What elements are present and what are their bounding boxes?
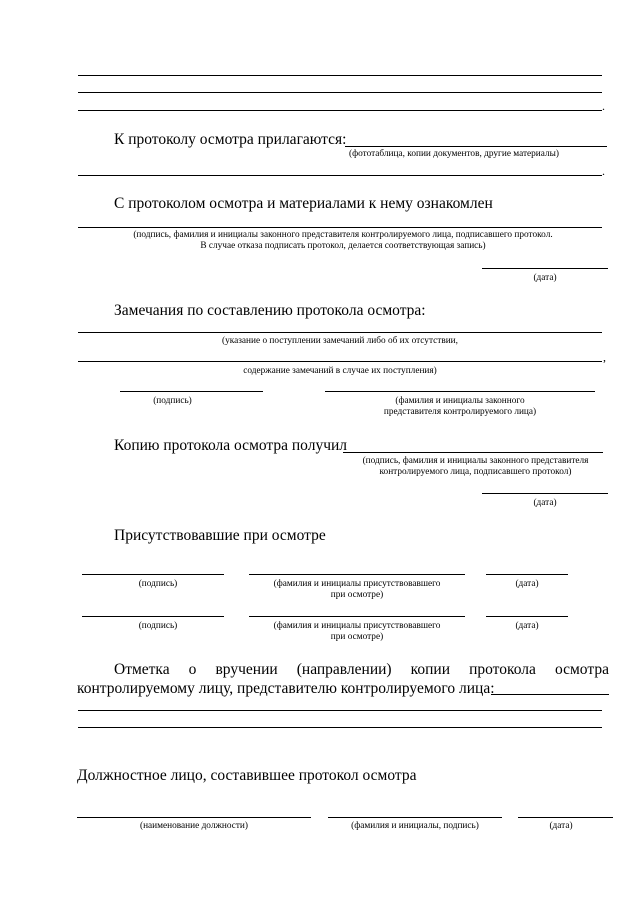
date-caption: (дата) [533, 498, 557, 508]
remarks-caption-1: (указание о поступлении замечаний либо об их отсутствии, [222, 336, 458, 346]
present-heading: Присутствовавшие при осмотре [114, 527, 326, 544]
delivery-line [491, 694, 609, 695]
copy-received-caption-1: (подпись, фамилия и инициалы законного представителя [362, 456, 589, 466]
delivery-word: копии [410, 661, 451, 678]
acquaintance-line [78, 227, 602, 228]
delivery-word: (направлении) [296, 661, 392, 678]
delivery-line-1 [114, 661, 609, 679]
date-caption: (дата) [515, 579, 539, 589]
delivery-word: Отметка [114, 661, 170, 678]
name-caption-2: при осмотре) [330, 590, 384, 600]
delivery-word: осмотра [554, 661, 609, 678]
copy-received-line [343, 452, 603, 453]
acquaintance-caption-2: В случае отказа подписать протокол, делается соответствующая запись) [200, 241, 486, 251]
blank-line [78, 92, 602, 93]
name-line [325, 391, 595, 392]
signature-line [120, 391, 263, 392]
name-caption: (фамилия и инициалы, подпись) [351, 821, 479, 831]
signature-line [82, 574, 224, 575]
date-caption: (дата) [549, 821, 573, 831]
remarks-line [78, 361, 602, 362]
date-caption: (дата) [533, 273, 557, 283]
name-line [249, 616, 465, 617]
date-caption: (дата) [515, 621, 539, 631]
blank-line [78, 75, 602, 76]
remarks-caption-2: содержание замечаний в случае их поступления) [243, 366, 437, 376]
position-line [77, 817, 311, 818]
attachments-line [345, 146, 607, 147]
attachments-heading: К протоколу осмотра прилагаются: [114, 131, 347, 148]
name-caption-1: (фамилия и инициалы присутствовавшего [273, 621, 441, 631]
delivery-word: протокола [469, 661, 536, 678]
period-mark: . [602, 164, 605, 178]
delivery-word: о [188, 661, 197, 678]
attachments-caption: (фототаблица, копии документов, другие материалы) [349, 149, 559, 159]
blank-line [78, 175, 602, 176]
position-caption: (наименование должности) [139, 821, 249, 831]
delivery-line-2: контролируемому лицу, представителю контролируемого лица: [77, 680, 495, 697]
comma-mark: , [603, 350, 606, 364]
acquaintance-heading: С протоколом осмотра и материалами к нему ознакомлен [114, 195, 493, 212]
signature-line [82, 616, 224, 617]
copy-received-caption-2: контролируемого лица, подписавшего протокол) [379, 467, 572, 477]
date-line [482, 268, 608, 269]
signature-caption: (подпись) [138, 579, 178, 589]
signature-caption: (подпись) [138, 621, 178, 631]
blank-line [78, 727, 602, 728]
date-line [486, 616, 568, 617]
date-line [518, 817, 613, 818]
name-caption-2: представителя контролируемого лица) [383, 407, 537, 417]
date-line [486, 574, 568, 575]
signature-caption: (подпись) [153, 396, 192, 406]
official-heading: Должностное лицо, составившее протокол осмотра [77, 767, 417, 784]
acquaintance-caption-1: (подпись, фамилия и инициалы законного представителя контролируемого лица, подписавшего протокол. [133, 230, 553, 240]
remarks-heading: Замечания по составлению протокола осмотра: [114, 302, 426, 319]
name-caption-1: (фамилия и инициалы законного [395, 396, 525, 406]
name-line [328, 817, 502, 818]
remarks-line [78, 332, 602, 333]
blank-line [78, 110, 602, 111]
name-caption-1: (фамилия и инициалы присутствовавшего [273, 579, 441, 589]
name-caption-2: при осмотре) [330, 632, 384, 642]
delivery-word: вручении [215, 661, 278, 678]
name-line [249, 574, 465, 575]
period-mark: . [602, 99, 605, 113]
date-line [482, 493, 608, 494]
blank-line [78, 710, 602, 711]
copy-received-heading: Копию протокола осмотра получил [114, 437, 348, 454]
